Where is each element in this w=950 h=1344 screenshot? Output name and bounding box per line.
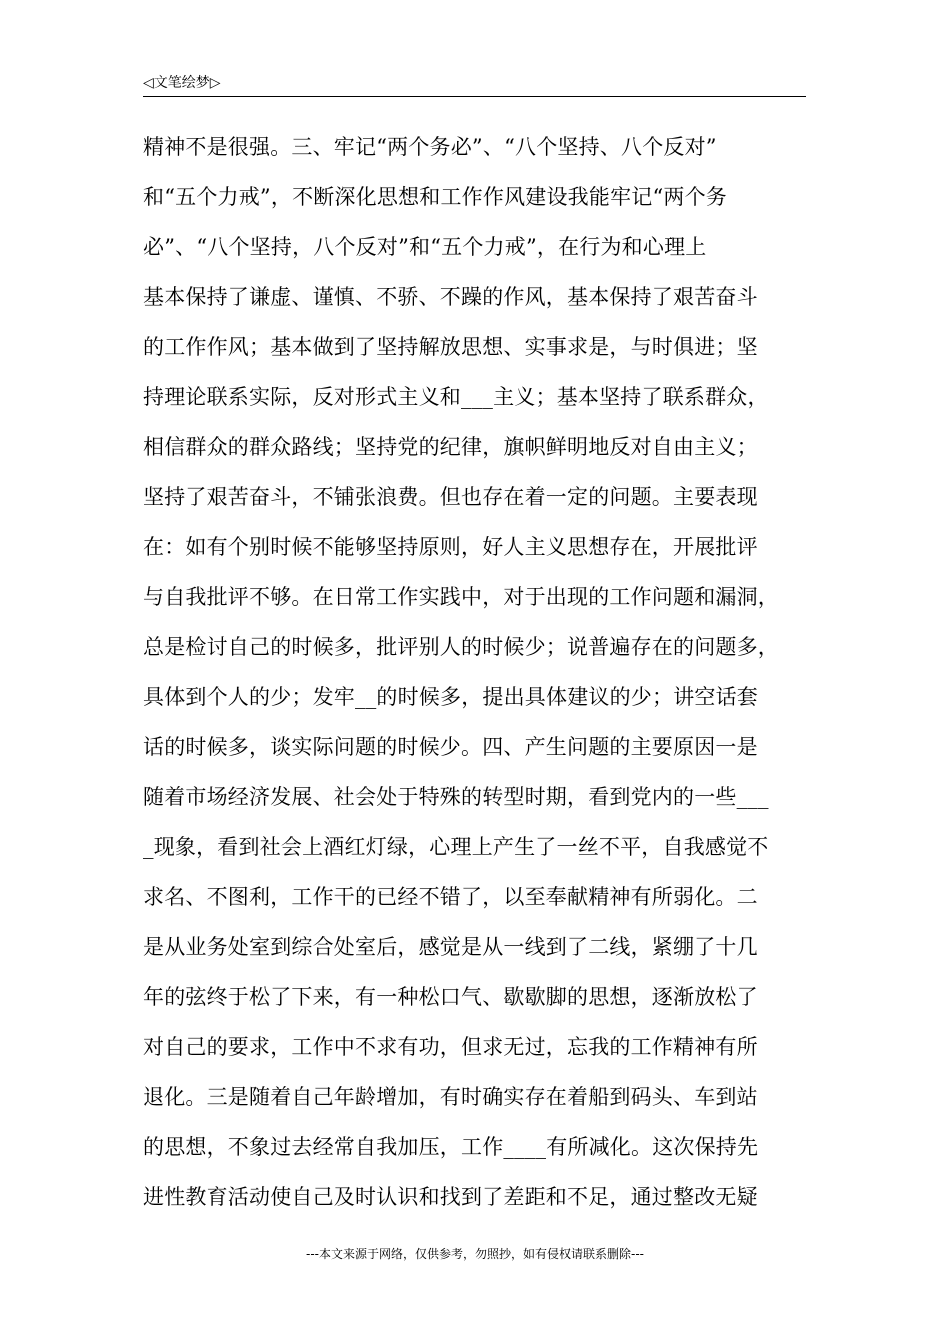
text-line: 与自我批评不够。在日常工作实践中，对于出现的工作问题和漏洞， xyxy=(143,585,779,609)
text-line: 对自己的要求，工作中不求有功，但求无过，忘我的工作精神有所 xyxy=(143,1035,758,1059)
text-line: 必”、“八个坚持，八个反对”和“五个力戒”，在行为和心理上 xyxy=(143,235,707,259)
text-line: 的工作作风；基本做到了坚持解放思想、实事求是，与时俱进；坚 xyxy=(143,335,758,359)
text-line: 的思想，不象过去经常自我加压，工作____有所减化。这次保持先 xyxy=(143,1135,759,1159)
text-line: 坚持了艰苦奋斗，不铺张浪费。但也存在着一定的问题。主要表现 xyxy=(143,485,758,509)
text-line: 持理论联系实际，反对形式主义和___主义；基本坚持了联系群众， xyxy=(143,385,769,409)
header-title: ◁文笔绘梦▷ xyxy=(143,75,221,91)
text-line: 在：如有个别时候不能够坚持原则，好人主义思想存在，开展批评 xyxy=(143,535,758,559)
text-line: 年的弦终于松了下来，有一种松口气、歇歇脚的思想，逐渐放松了 xyxy=(143,985,758,1009)
text-line: 总是检讨自己的时候多，批评别人的时候少；说普遍存在的问题多， xyxy=(143,635,779,659)
page-footer: ---本文来源于网络，仅供参考，勿照抄，如有侵权请联系删除--- xyxy=(306,1247,644,1261)
text-line: _现象，看到社会上酒红灯绿，心理上产生了一丝不平，自我感觉不 xyxy=(143,835,769,859)
text-line: 退化。三是随着自己年龄增加，有时确实存在着船到码头、车到站 xyxy=(143,1085,758,1109)
text-line: 进性教育活动使自己及时认识和找到了差距和不足，通过整改无疑 xyxy=(143,1185,758,1209)
text-line: 精神不是很强。三、牢记“两个务必”、“八个坚持、八个反对” xyxy=(143,135,717,159)
page-header xyxy=(143,74,806,97)
text-line: 和“五个力戒”，不断深化思想和工作作风建设我能牢记“两个务 xyxy=(143,185,728,209)
text-line: 求名、不图利，工作干的已经不错了，以至奉献精神有所弱化。二 xyxy=(143,885,758,909)
text-line: 具体到个人的少；发牢__的时候多，提出具体建议的少；讲空话套 xyxy=(143,685,758,709)
text-line: 随着市场经济发展、社会处于特殊的转型时期，看到党内的一些___ xyxy=(143,785,769,809)
document-body xyxy=(143,130,806,1230)
text-line: 基本保持了谦虚、谨慎、不骄、不躁的作风，基本保持了艰苦奋斗 xyxy=(143,285,758,309)
text-line: 是从业务处室到综合处室后，感觉是从一线到了二线，紧绷了十几 xyxy=(143,935,758,959)
text-line: 话的时候多，谈实际问题的时候少。四、产生问题的主要原因一是 xyxy=(143,735,758,759)
text-line: 相信群众的群众路线；坚持党的纪律，旗帜鲜明地反对自由主义； xyxy=(143,435,758,459)
